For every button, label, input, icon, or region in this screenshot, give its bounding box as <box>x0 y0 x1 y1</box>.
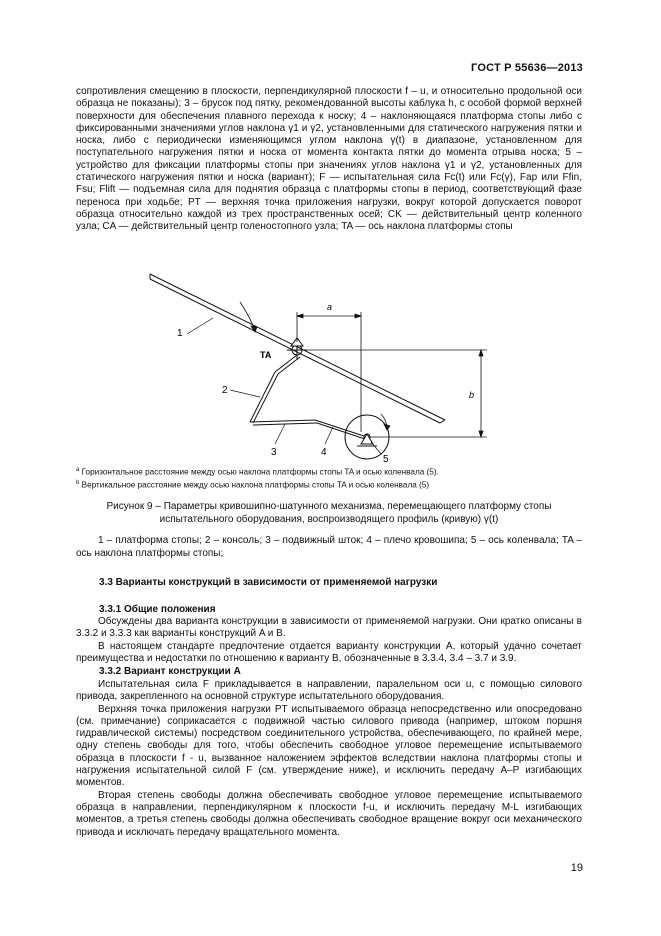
subsection-331-body <box>76 616 582 665</box>
footnote-a: $^a$ Горизонтальное расстояние между осью наклона платформы стопы TA и осью коленвала (5). <box>76 467 439 477</box>
paragraph: Испытательная сила F прикладывается в направлении, паралельном оси u, с помощью силового привода, закрепленного на основной структуре испытательного оборудования. <box>76 679 582 703</box>
section-title: 3.3 Варианты конструкций в зависимости от применяемой нагрузки <box>99 577 438 588</box>
intro-text <box>76 86 582 234</box>
footnote-b: $^b$ Вертикальное расстояние между осью наклона платформы стопы TA и осью коленвала (5) <box>76 480 430 490</box>
movable-rod <box>250 420 367 439</box>
dimension-a <box>297 312 361 432</box>
leader-lines <box>187 318 381 454</box>
standard-header: ГОСТ Р 55636—2013 <box>471 62 583 74</box>
crank-mechanism-figure <box>135 272 555 462</box>
paragraph: Обсуждены два варианта конструкции в зависимости от применяемой нагрузки. Они кратко описаны в 3.3.2 и 3.3.3 как варианты конструкций A и B. <box>76 616 582 640</box>
paragraph: Верхняя точка приложения нагрузки PT испытываемого образца непосредственно или опосредовано (см. примечание) соприкасается с подвижной частью силового привода (например, штоком поршня гидравлической системы) посредством соединительного устройства, обеспечивающего, по крайней мере, одну степень свободы для того, чтобы обеспечить свободное угловое перемещение испытываемого образца в плоскости f - u, вызванное наложением эффектов вследствии наклона платформы стопы и нагружения испытательной силой F (см. утверждение ниже), и исключить передачу A–P изгибающих моментов. <box>76 703 582 789</box>
crankshaft-axis-arrow <box>381 414 390 430</box>
subsection-331-title: 3.3.1 Общие положения <box>99 604 216 615</box>
subsection-332-body <box>76 679 582 839</box>
console <box>250 355 300 423</box>
label-ta: TA <box>260 350 272 360</box>
subsection-332-title: 3.3.2 Вариант конструкции A <box>99 666 241 677</box>
intro-paragraph: сопротивления смещению в плоскости, перпендикулярной плоскости f – u, и относительно продольной оси образца не показаны); 3 – брусок под пятку, рекомендованной высоты каблука h, с особой формой верхней поверхности для обеспечения плавного перехода к носку; 4 – наклоняющаяся платформа стопы либо с фиксированными значениями углов наклона γ1 и γ2, установленными для статического нагружения пятки и носка, либо с периодически изменяющимся углом наклона γ(t) в диапазоне, установленном для поступательного нагружения пятки и носка от момента контакта пятки до момента отрыва носка; 5 – устройство для фиксации платформы стопы при значениях углов наклона γ1 и γ2, установленных для статического нагружения пятки и носка (вариант); F — испытательная сила Fc(t) или Fc(γ), Fap или Ffin, Fsu; Flift — подъемная сила для поднятия образца с платформы стопы в период, соответствующий фазе переноса при ходьбе; PT — верхняя точка приложения нагрузки, вокруг которой допускается поворот образца относительно каждой из трех пространственных осей; CK — действительный центр коленного узла; CA — действительный центр голеностопного узла; TA — ось наклона платформы стопы <box>76 86 582 233</box>
figure-caption <box>76 500 582 526</box>
label-2: 2 <box>222 385 228 396</box>
page-number: 19 <box>570 862 583 874</box>
label-a: a <box>327 302 333 312</box>
caption-line-2: испытательного оборудования, воспроизводящего профиль (кривую) γ(t) <box>159 514 499 525</box>
figure-footnotes <box>76 465 582 491</box>
label-4: 4 <box>321 447 327 458</box>
paragraph: В настоящем стандарте предпочтение отдается варианту конструкции A, который удачно сочетает преимущества и недостатки по отношению к варианту B, обозначенные в 3.3.4, 3.4 – 3.7 и 3.9. <box>76 640 582 664</box>
label-1: 1 <box>177 328 183 339</box>
paragraph: Вторая степень свободы должна обеспечивать свободное угловое перемещение испытываемого образца в направлении, перпендикулярном к плоскости f-u, и исключить передачу M-L изгибающих моментов, а третья степень свободы должна обеспечивать свободное вращение вокруг оси механического привода и исключать передачу вращательного момента. <box>76 789 582 838</box>
label-5: 5 <box>383 454 389 462</box>
label-3: 3 <box>271 447 277 458</box>
figure-legend: 1 – платформа стопы; 2 – консоль; 3 – подвижный шток; 4 – плечо кровошипа; 5 – ось коленвала; TA – ось наклона платформы стопы; <box>76 535 582 559</box>
caption-line-1: Рисунок 9 – Параметры кривошипно-шатунного механизма, перемещающего платформу стопы <box>106 501 552 512</box>
label-b: b <box>469 390 475 400</box>
